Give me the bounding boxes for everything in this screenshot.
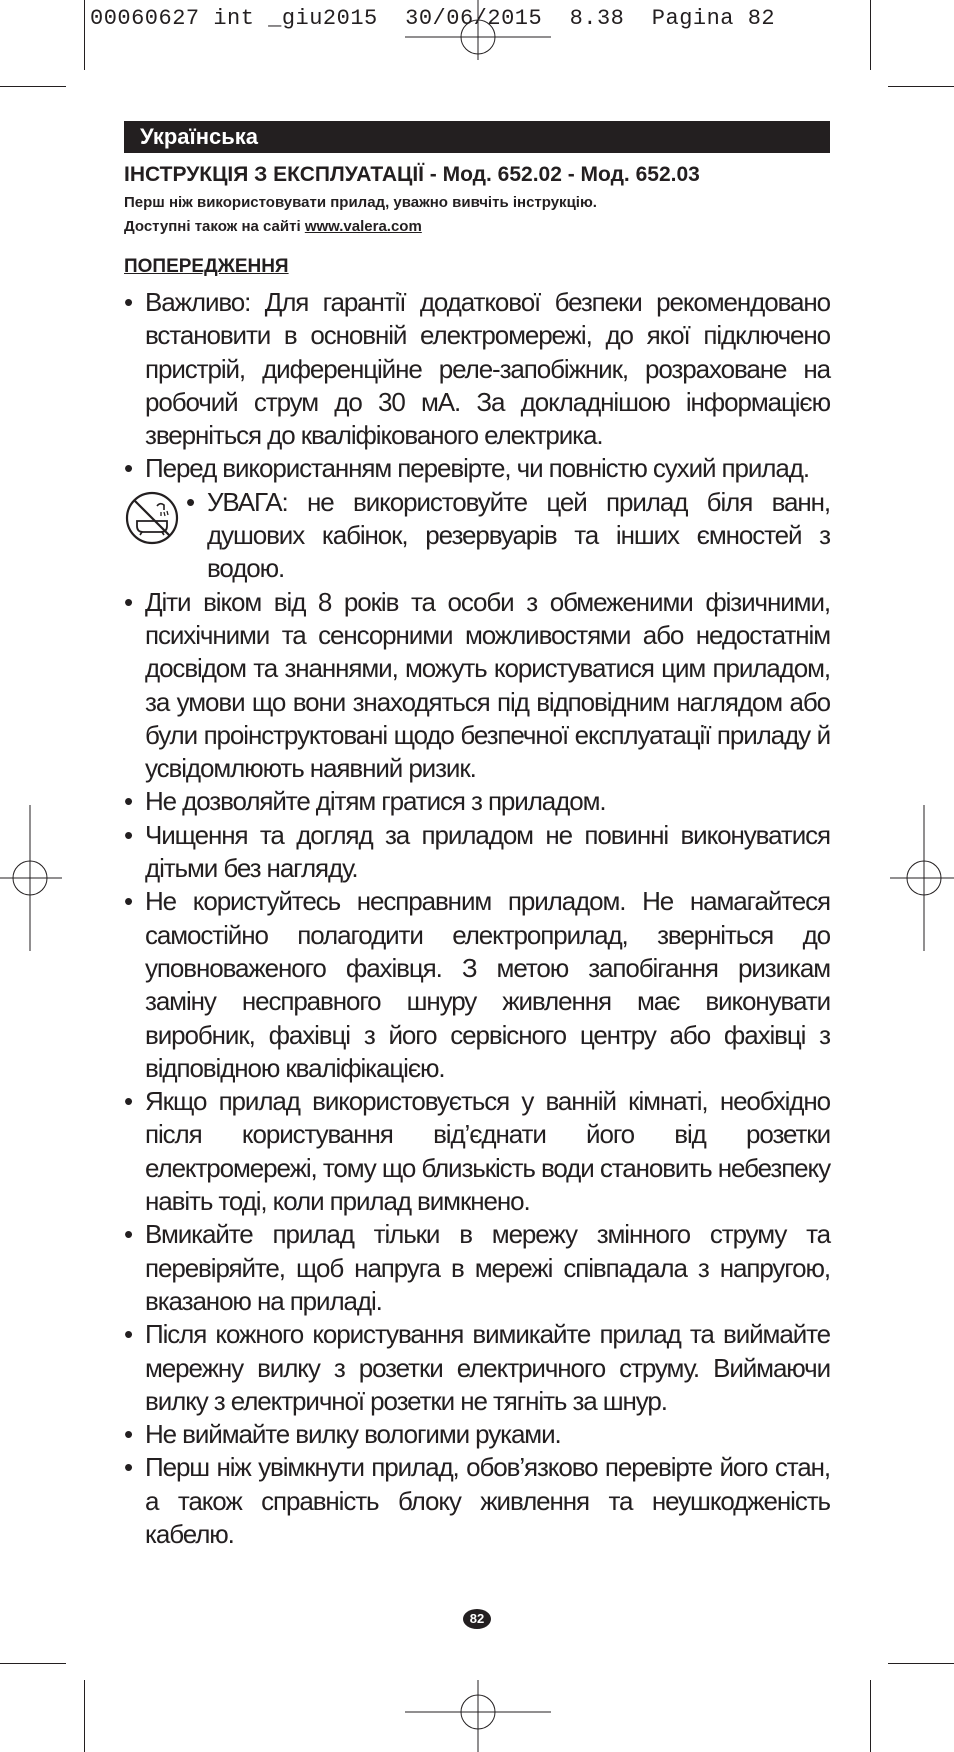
list-item	[124, 486, 830, 586]
no-bath-icon	[124, 490, 180, 546]
warnings-list	[124, 286, 830, 1551]
subtitle: Перш ніж використовувати прилад, уважно вивчіть інструкцію.	[124, 194, 597, 211]
list-item	[124, 286, 830, 452]
list-item-text: Не користуйтесь несправним приладом. Не намагайтеся самостійно полагодити електроприлад, зверніться до уповноваженого фахівця. З метою запобігання ризикам заміну несправного шнуру живлення має виконувати виробник, фахівці з його сервісного центру або фахівці з відповідною кваліфікацією.	[145, 886, 830, 1083]
registration-mark-left	[0, 805, 62, 951]
list-item	[124, 1318, 830, 1418]
bullet: •	[124, 786, 133, 817]
list-item	[124, 1085, 830, 1218]
website-link[interactable]: www.valera.com	[304, 218, 422, 235]
registration-mark-bottom	[405, 1680, 551, 1752]
list-item	[124, 819, 830, 886]
registration-mark-right	[890, 805, 954, 951]
language-bar: Українська	[124, 121, 830, 153]
list-item	[124, 885, 830, 1085]
list-item-text: Діти віком від 8 років та особи з обмеженими фізичними, психічними та сенсорними можливостями або недостатнім досвідом та знаннями, можуть користуватися цим приладом, за умови що вони знаходяться під відповідним наглядом або були проінструктовані щодо безпечної експлуатації приладу й усвідомлюють наявний ризик.	[145, 586, 830, 784]
bullet: •	[186, 486, 195, 517]
website-prefix: Доступні також на сайті	[124, 218, 301, 235]
bullet: •	[124, 586, 133, 617]
registration-mark-top	[405, 0, 551, 60]
bullet: •	[124, 819, 133, 850]
list-item	[124, 1418, 830, 1451]
warnings-heading: ПОПЕРЕДЖЕННЯ	[124, 256, 289, 277]
bullet: •	[124, 1419, 133, 1450]
list-item-text: Вмикайте прилад тільки в мережу змінного струму та перевіряйте, щоб напруга в мережі співпадала з напругою, вказаною на приладі.	[145, 1219, 830, 1316]
bullet: •	[124, 1219, 133, 1250]
list-item-text: Перед використанням перевірте, чи повністю сухий прилад.	[145, 453, 809, 484]
list-item-text: Перш ніж увімкнути прилад, обов’язково перевірте його стан, а також справність блоку живлення та неушкодженість кабелю.	[145, 1452, 830, 1549]
bullet: •	[124, 287, 133, 317]
website-line	[124, 218, 422, 235]
list-item	[124, 1218, 830, 1318]
page-title: ІНСТРУКЦІЯ З ЕКСПЛУАТАЦІЇ - Мод. 652.02 - Мод. 652.03	[124, 163, 700, 186]
bullet: •	[124, 886, 133, 917]
list-item-text: УВАГА: не використовуйте цей прилад біля ванн, душових кабінок, резервуарів та інших ємностей з водою.	[207, 486, 830, 584]
bullet: •	[124, 1319, 133, 1350]
page-number-badge: 82	[463, 1609, 491, 1629]
bullet: •	[124, 453, 133, 484]
list-item	[124, 586, 830, 786]
list-item-text: Чищення та догляд за приладом не повинні виконуватися дітьми без нагляду.	[145, 819, 830, 884]
bullet: •	[124, 1452, 133, 1483]
list-item-text: Не виймайте вилку вологими руками.	[145, 1419, 561, 1450]
list-item	[124, 785, 830, 818]
list-item-text: Після кожного користування вимикайте прилад та виймайте мережну вилку з розетки електричного струму. Виймаючи вилку з електричної розетки не тягніть за шнур.	[145, 1319, 830, 1416]
bullet: •	[124, 1086, 133, 1117]
list-item-text: Не дозволяйте дітям гратися з приладом.	[145, 786, 606, 817]
print-slug: 00060627 int _giu2015 30/06/2015 8.38 Pagina 82	[90, 6, 776, 31]
list-item-text: Важливо: Для гарантії додаткової безпеки рекомендовано встановити в основній електромережі, до якої підключено пристрій, диференційне реле-запобіжник, розраховане на робочий струм до 30 мА. За докладнішою інформацією зверніться до кваліфікованого електрика.	[145, 287, 830, 451]
list-item	[124, 452, 830, 485]
list-item	[124, 1451, 830, 1551]
list-item-text: Якщо прилад використовується у ванній кімнаті, необхідно після користування від’єднати його від розетки електромережі, тому що близькість води становить небезпеку навіть тоді, коли прилад вимкнено.	[145, 1086, 830, 1217]
